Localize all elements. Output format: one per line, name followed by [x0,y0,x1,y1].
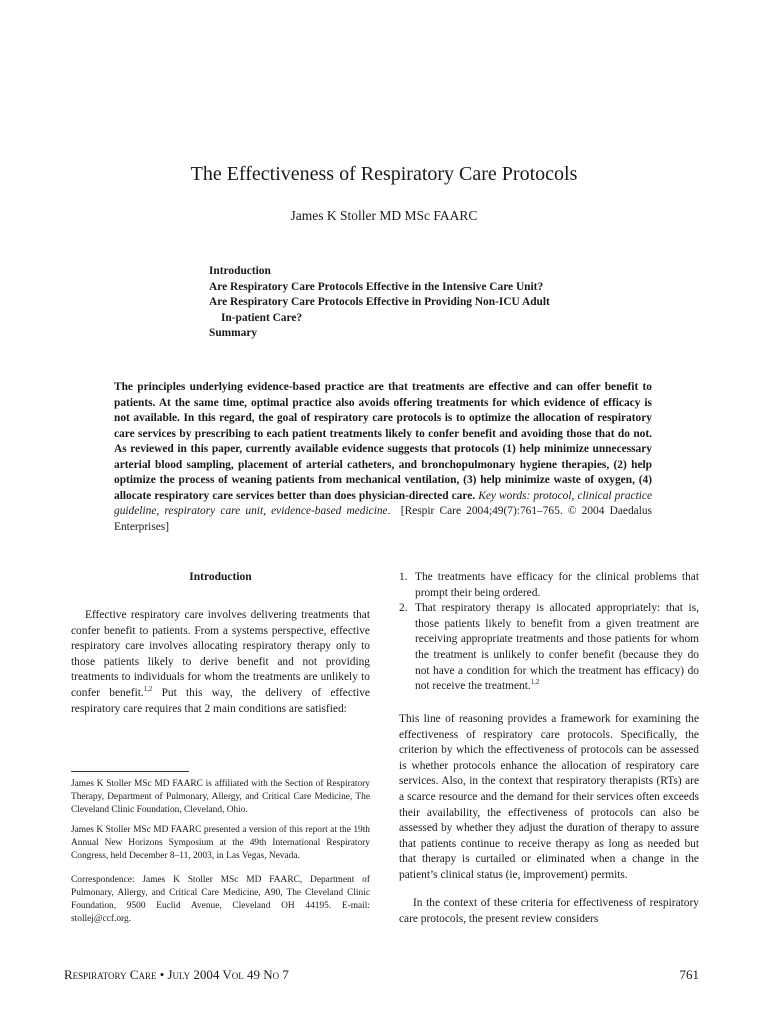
footnote-presentation: James K Stoller MSc MD FAARC presented a version of this report at the 19th Annual New Horizons Symposium at the 49th International Respiratory Congress, held December 8–11, 2003, in Las Vegas, Nevada. [71,825,370,861]
conditions-list [399,570,699,695]
footnote-divider [71,771,189,772]
article-title: The Effectiveness of Respiratory Care Protocols [190,163,578,185]
toc-item: Introduction [209,265,271,277]
toc-item: Summary [209,327,258,339]
paragraph-text: Effective respiratory care involves delivering treatments that confer benefit to patients. From a systems perspective, effective respiratory care involves allocating respiratory therapy only to those patients likely to derive benefit and not providing treatments to individuals for whom the treatments are unlikely to confer benefit. [71,609,370,699]
body-paragraph: This line of reasoning provides a framework for examining the effectiveness of respiratory care protocols. Specifically, the criterion by which the effectiveness of protocols can be assessed is whether protocols enhance the allocation of respiratory care services. Also, in the context that respiratory therapists (RTs) are a scarce resource and the demand for their services often exceeds their availability, the effectiveness of protocols can also be assessed by whether they adjust the duration of therapy to assure that patients continue to receive therapy as long as needed but that therapy is curtailed or eliminated when a change in the patient’s clinical status (ie, improvement) permits. [399,713,699,881]
citation: [Respir Care 2004;49(7):761–765. © 2004 Daedalus Enterprises] [114,505,652,533]
footnote-affiliation: James K Stoller MSc MD FAARC is affiliated with the Section of Respiratory Therapy, Department of Pulmonary, Allergy, and Critical Care Medicine, The Cleveland Clinic Foundation, Cleveland, Ohio. [71,779,370,815]
running-footer: Respiratory Care • July 2004 Vol 49 No 7 [64,967,289,982]
paragraph-text: Put this way, the delivery of effective respiratory care requires that 2 main conditions are satisfied: [71,686,370,715]
reference-marker: 1,2 [530,679,540,687]
list-item [399,601,699,695]
list-item [399,570,699,601]
body-paragraph: In the context of these criteria for effectiveness of respiratory care protocols, the present review considers [399,897,699,925]
abstract: The principles underlying evidence-based practice are that treatments are effective and can offer benefit to patients. At the same time, optimal practice also avoids offering treatments for which evidence of efficacy is not available. In this regard, the goal of respiratory care protocols is to optimize the allocation of respiratory care services by prescribing to each patient treatments likely to confer benefit and avoiding those that do not. As reviewed in this paper, currently available evidence suggests that protocols (1) help minimize unnecessary arterial blood sampling, placement of arterial catheters, and bronchopulmonary hygiene therapies, (2) help optimize the process of weaning patients from mechanical ventilation, (3) help minimize waste of oxygen, (4) allocate respiratory care services better than does physician-directed care. Key words: protocol, clinical practice guideline, respiratory care unit, evidence-based medicine. [Respir Care 2004;49(7):761–765. © 2004 Daedalus Enterprises] [114,381,653,533]
footnote-correspondence: Correspondence: James K Stoller MSc MD FAARC, Department of Pulmonary, Allergy, and Critical Care Medicine, A90, The Cleveland Clinic Foundation, 9500 Euclid Avenue, Cleveland OH 44195. E-mail: stollej@ccf.org. [71,875,370,924]
toc-item: Are Respiratory Care Protocols Effective in the Intensive Care Unit? [209,280,544,293]
page-number: 761 [679,967,699,982]
list-text: The treatments have efficacy for the clinical problems that prompt their being ordered. [415,571,699,599]
toc-item-continuation: In-patient Care? [221,311,303,324]
section-heading-introduction: Introduction [189,571,252,583]
list-number: 2. [399,602,408,615]
table-of-contents [209,264,629,342]
abstract-body: The principles underlying evidence-based practice are that treatments are effective and can offer benefit to patients. At the same time, optimal practice also avoids offering treatments for which evidence of efficacy is not available. In this regard, the goal of respiratory care protocols is to optimize the allocation of respiratory care services by prescribing to each patient treatments likely to confer benefit and avoiding those that do not. As reviewed in this paper, currently available evidence suggests that protocols (1) help minimize unnecessary arterial blood sampling, placement of arterial catheters, and bronchopulmonary hygiene therapies, (2) help optimize the process of weaning patients from mechanical ventilation, (3) help minimize waste of oxygen, (4) allocate respiratory care services better than does physician-directed care. [114,381,652,502]
author-byline: James K Stoller MD MSc FAARC [290,208,478,223]
reference-marker: 1,2 [143,686,153,694]
list-text: That respiratory therapy is allocated appropriately: that is, those patients likely to benefit from a given treatment are receiving appropriate treatments and those patients for whom the treatment is unlikely to confer benefit (because they do not have a condition for which the treatment has efficacy) do not receive the treatment. [415,602,699,693]
list-number: 1. [399,571,408,583]
toc-item: Are Respiratory Care Protocols Effective in Providing Non-ICU Adult [209,296,550,308]
keywords: Key words: protocol, clinical practice guideline, respiratory care unit, evidence-based medicine [114,489,653,517]
introduction-paragraph [71,608,370,717]
